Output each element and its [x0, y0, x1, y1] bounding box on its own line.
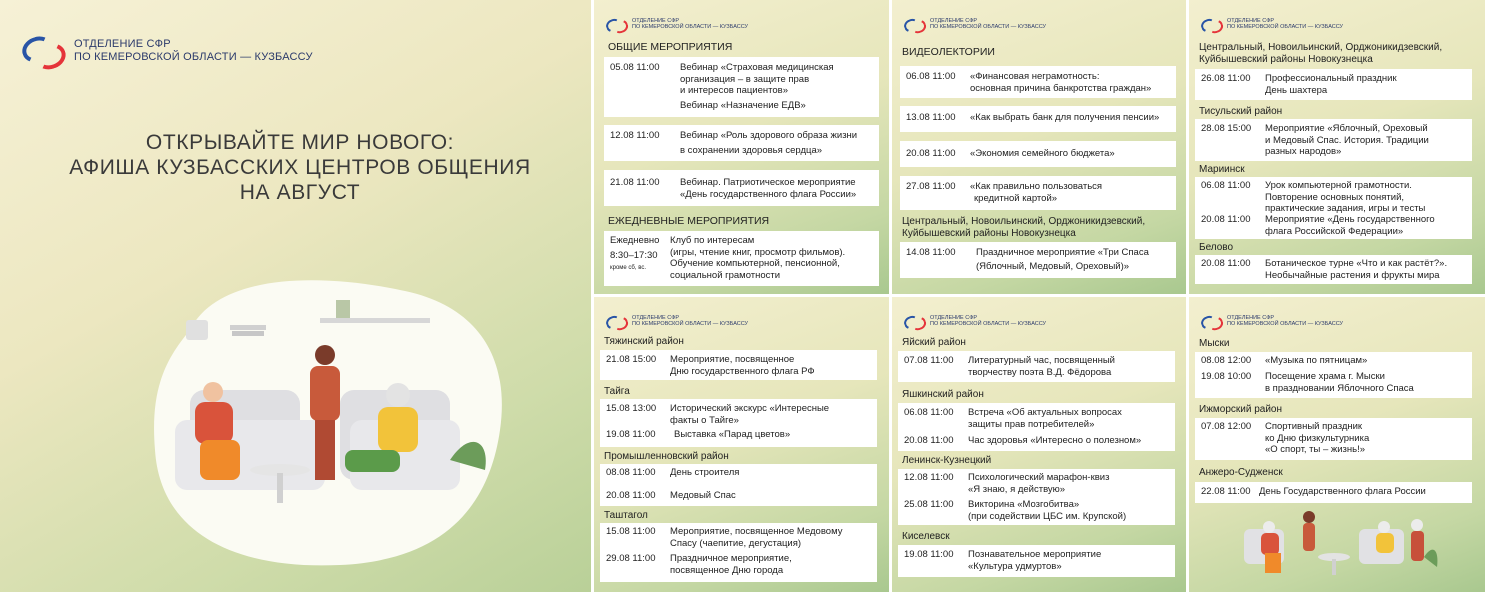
event-card [898, 469, 1175, 525]
event-line: «Я знаю, я действую» [968, 483, 1066, 495]
event-date: 19.08 11:00 [606, 429, 656, 440]
panel-districts-1 [1189, 0, 1485, 294]
event-line: Вебинар «Роль здорового образа жизни [680, 130, 858, 141]
event-line: ко Дню физкультурника [1265, 432, 1370, 444]
brand-line2: ПО КЕМЕРОВСКОЙ ОБЛАСТИ — КУЗБАССУ [632, 24, 749, 30]
event-text: День строителя [670, 467, 740, 478]
seniors-illustration [150, 270, 510, 570]
brand-logo [606, 312, 748, 330]
event-date: 20.08 11:00 [904, 435, 954, 446]
event-date-line: Ежедневно [610, 235, 660, 246]
event-card [600, 523, 877, 582]
event-card [604, 170, 879, 206]
event-line: Праздничное мероприятие «Три Спаса [976, 247, 1149, 258]
event-date: 26.08 11:00 [1201, 73, 1251, 84]
event-date: 06.08 11:00 [1201, 180, 1251, 191]
event-line: защиты прав потребителей» [968, 418, 1095, 430]
event-text [680, 62, 834, 111]
event-card [1195, 119, 1472, 161]
event-text [670, 354, 815, 377]
event-text [970, 71, 1151, 94]
event-card [604, 231, 879, 286]
event-text: День Государственного флага России [1259, 486, 1426, 497]
event-date: 08.08 11:00 [606, 467, 656, 478]
brand-logo [1201, 312, 1343, 330]
section-title: Тяжинский район [604, 336, 684, 347]
section-title: Белово [1199, 242, 1234, 253]
event-card [1195, 255, 1472, 284]
event-date: 29.08 11:00 [606, 553, 656, 564]
event-date: 06.08 11:00 [904, 407, 954, 418]
event-text [680, 177, 856, 200]
event-line: Необычайные растения и фрукты мира [1265, 269, 1440, 281]
event-date: 20.08 11:00 [1201, 258, 1251, 269]
sfr-logo-icon [606, 15, 628, 33]
event-line: Мероприятие «День государственного [1265, 214, 1435, 225]
event-date-line: 8:30–17:30 [610, 249, 658, 261]
event-date: 15.08 13:00 [606, 403, 657, 414]
section-title: Таштагол [604, 510, 648, 521]
panel-general-events [594, 0, 889, 294]
panel-districts-2 [594, 297, 889, 592]
section-title-line: Центральный, Новоильинский, Орджоникидзевский, [1199, 42, 1443, 53]
event-date: 13.08 11:00 [906, 112, 956, 123]
event-line: творчеству поэта В.Д. Фёдорова [968, 366, 1112, 378]
section-title: Ижморский район [1199, 404, 1282, 415]
event-date: 19.08 10:00 [1201, 371, 1252, 382]
brand-logo [904, 312, 1046, 330]
event-line: в сохранении здоровья сердца» [680, 144, 823, 156]
event-date: 22.08 11:00 [1201, 486, 1251, 497]
event-line: флага Российской Федерации» [1265, 225, 1404, 237]
event-date: 20.08 11:00 [906, 148, 956, 159]
sfr-logo-icon [22, 33, 66, 69]
event-card [898, 403, 1175, 451]
brand-line2: ПО КЕМЕРОВСКОЙ ОБЛАСТИ — КУЗБАССУ [1227, 24, 1344, 30]
section-title: Ленинск-Кузнецкий [902, 455, 992, 466]
event-line: разных народов» [1265, 146, 1342, 157]
event-line: День шахтера [1265, 84, 1328, 96]
event-date: 20.08 11:00 [1201, 214, 1251, 225]
cover-title-line: НА АВГУСТ [239, 181, 361, 204]
event-line: основная причина банкротства граждан» [970, 82, 1152, 94]
event-text [670, 526, 842, 549]
event-date: 07.08 12:00 [1201, 421, 1252, 432]
event-date: 15.08 11:00 [606, 526, 656, 537]
panel-video-lectures [892, 0, 1186, 294]
event-line: Встреча «Об актуальных вопросах [968, 407, 1122, 418]
event-text [1265, 123, 1429, 158]
brand-line1: ОТДЕЛЕНИЕ СФР [1227, 314, 1275, 321]
event-text [1265, 73, 1397, 96]
event-line: Праздничное мероприятие, [670, 553, 792, 564]
section-title-line: Куйбышевский районы Новокузнецка [902, 228, 1076, 239]
cover-title-line: ОТКРЫВАЙТЕ МИР НОВОГО: [145, 131, 455, 154]
event-line: Спасу (чаепитие, дегустация) [670, 537, 802, 549]
event-line: «О спорт, ты – жизнь!» [1265, 444, 1366, 455]
event-line: «Финансовая неграмотность: [970, 71, 1100, 82]
event-text [1265, 180, 1425, 215]
section-title: Анжеро-Судженск [1199, 467, 1283, 478]
event-date: 14.08 11:00 [906, 247, 956, 258]
section-title: Яйский район [902, 337, 966, 348]
event-line: Мероприятие, посвященное Медовому [670, 526, 843, 537]
event-date: 05.08 11:00 [610, 62, 660, 73]
event-text: «Экономия семейного бюджета» [970, 148, 1115, 159]
event-date: 07.08 11:00 [904, 355, 954, 366]
event-text [968, 407, 1122, 430]
event-line: Ботаническое турне «Что и как растёт?». [1265, 258, 1448, 269]
event-date: 06.08 11:00 [906, 71, 956, 82]
event-line: Викторина «Мозгобитва» [968, 499, 1080, 510]
event-line: и интересов пациентов» [680, 85, 788, 96]
event-line: Урок компьютерной грамотности. [1265, 180, 1412, 191]
event-line: Познавательное мероприятие [968, 549, 1102, 560]
event-line: Психологический марафон-квиз [968, 472, 1110, 483]
event-text [1265, 214, 1435, 237]
brand-line1: ОТДЕЛЕНИЕ СФР [632, 314, 680, 321]
event-card [900, 141, 1176, 167]
event-text [1265, 421, 1369, 456]
event-text [968, 549, 1101, 572]
event-line: (игры, чтение книг, просмотр фильмов). [670, 246, 846, 258]
event-text [976, 247, 1149, 272]
event-line: факты о Тайге» [670, 414, 739, 426]
brand-logo [1201, 15, 1343, 33]
event-date: 12.08 11:00 [610, 130, 660, 141]
event-text [1265, 371, 1414, 394]
brand-logo [904, 15, 1046, 33]
event-line: Мероприятие, посвященное [670, 354, 795, 365]
event-card [600, 399, 877, 447]
event-line: посвященное Дню города [670, 564, 784, 576]
section-title: Киселевск [902, 531, 950, 542]
sfr-logo-icon [1201, 312, 1223, 330]
event-text [970, 181, 1102, 204]
cover-title-line: АФИША КУЗБАССКИХ ЦЕНТРОВ ОБЩЕНИЯ [69, 156, 531, 179]
panel-districts-4 [1189, 297, 1485, 592]
cover-panel [0, 0, 591, 592]
event-line: Вебинар «Назначение ЕДВ» [680, 99, 806, 111]
event-text [670, 553, 792, 576]
event-line: Литературный час, посвященный [968, 355, 1115, 366]
event-line: Вебинар. Патриотическое мероприятие [680, 177, 856, 188]
event-text [1265, 258, 1447, 281]
sfr-logo-icon [1201, 15, 1223, 33]
event-card [600, 464, 877, 506]
event-line: Дню государственного флага РФ [670, 365, 815, 377]
section-title-line: Центральный, Новоильинский, Орджоникидзевский, [902, 216, 1146, 227]
event-text [680, 130, 857, 156]
seniors-small-illustration [1239, 507, 1439, 587]
event-line: социальной грамотности [670, 269, 781, 281]
event-text [968, 355, 1115, 378]
brand-line2: ПО КЕМЕРОВСКОЙ ОБЛАСТИ — КУЗБАССУ [930, 24, 1047, 30]
event-line: Обучение компьютерной, пенсионной, [670, 258, 840, 269]
event-line: (при содействии ЦБС им. Крупской) [968, 510, 1127, 522]
brand-line2: ПО КЕМЕРОВСКОЙ ОБЛАСТИ — КУЗБАССУ [1227, 321, 1344, 327]
section-title: ВИДЕОЛЕКТОРИИ [902, 46, 995, 58]
brand-line1: ОТДЕЛЕНИЕ СФР [930, 17, 978, 24]
event-line: «Культура удмуртов» [968, 560, 1062, 572]
event-date: 08.08 12:00 [1201, 355, 1252, 366]
brand-line2: ПО КЕМЕРОВСКОЙ ОБЛАСТИ — КУЗБАССУ [930, 321, 1047, 327]
event-card [898, 351, 1175, 382]
event-card [1195, 418, 1472, 460]
event-line: «День государственного флага России» [680, 188, 857, 200]
section-title: Мыски [1199, 338, 1230, 349]
event-date: 25.08 11:00 [904, 499, 954, 510]
event-line: Исторический экскурс «Интересные [670, 403, 830, 414]
event-card [1195, 352, 1472, 398]
event-line: Клуб по интересам [670, 235, 755, 246]
sfr-logo-icon [904, 15, 926, 33]
event-line: Профессиональный праздник [1265, 73, 1397, 84]
section-title: Тайга [604, 386, 630, 397]
event-card [604, 57, 879, 117]
event-line: организация – в защите прав [680, 73, 810, 85]
event-card [900, 106, 1176, 132]
event-line: (Яблочный, Медовый, Ореховый)» [976, 260, 1130, 272]
cover-title [40, 130, 560, 205]
section-title-line: Куйбышевский районы Новокузнецка [1199, 54, 1373, 65]
event-date: 21.08 15:00 [606, 354, 657, 365]
brand-line1: ОТДЕЛЕНИЕ СФР [1227, 17, 1275, 24]
event-text: «Как выбрать банк для получения пенсии» [970, 112, 1160, 123]
event-text [670, 403, 829, 426]
brand-logo [22, 33, 313, 69]
section-title: Тисульский район [1199, 106, 1283, 117]
event-card [600, 350, 877, 380]
event-card [900, 176, 1176, 210]
brand-line2: ПО КЕМЕРОВСКОЙ ОБЛАСТИ — КУЗБАССУ [74, 51, 313, 63]
event-date: 19.08 11:00 [904, 549, 954, 560]
event-line: Спортивный праздник [1265, 421, 1363, 432]
section-title: Промышленновский район [604, 451, 729, 462]
event-card [1195, 482, 1472, 503]
event-text: Час здоровья «Интересно о полезном» [968, 435, 1142, 446]
sfr-logo-icon [904, 312, 926, 330]
event-line: практические задания, игры и тесты [1265, 203, 1426, 214]
event-date: 28.08 15:00 [1201, 123, 1252, 134]
event-line: в праздновании Яблочного Спаса [1265, 382, 1414, 394]
brand-logo [606, 15, 748, 33]
brand-line1: ОТДЕЛЕНИЕ СФР [930, 314, 978, 321]
event-card [1195, 69, 1472, 100]
section-title: ЕЖЕДНЕВНЫЕ МЕРОПРИЯТИЯ [608, 215, 770, 227]
event-card [898, 545, 1175, 577]
section-title: Мариинск [1199, 164, 1245, 175]
event-line: Повторение основных понятий, [1265, 191, 1405, 203]
brand-line1: ОТДЕЛЕНИЕ СФР [74, 38, 171, 51]
event-card [900, 66, 1176, 98]
section-title [1199, 42, 1442, 66]
event-date: 20.08 11:00 [606, 490, 656, 501]
event-line: «Как правильно пользоваться [970, 181, 1103, 192]
event-line: и Медовый Спас. История. Традиции [1265, 134, 1429, 146]
event-text [670, 235, 845, 281]
event-line: кредитной картой» [974, 192, 1058, 204]
event-date: 27.08 11:00 [906, 181, 956, 192]
event-line: Мероприятие «Яблочный, Ореховый [1265, 123, 1428, 134]
event-line: Вебинар «Страховая медицинская [680, 62, 834, 73]
event-date: 12.08 11:00 [904, 472, 954, 483]
event-card [604, 125, 879, 161]
section-title [902, 216, 1145, 240]
event-text [968, 472, 1109, 495]
event-date-note: кроме сб, вс. [610, 265, 646, 271]
event-line: Посещение храма г. Мыски [1265, 371, 1385, 382]
event-card [1195, 177, 1472, 239]
event-text: Выставка «Парад цветов» [674, 429, 791, 440]
section-title: ОБЩИЕ МЕРОПРИЯТИЯ [608, 41, 733, 53]
section-title: Яшкинский район [902, 389, 984, 400]
event-text: «Музыка по пятницам» [1265, 355, 1368, 366]
brand-line2: ПО КЕМЕРОВСКОЙ ОБЛАСТИ — КУЗБАССУ [632, 321, 749, 327]
brand-line1: ОТДЕЛЕНИЕ СФР [632, 17, 680, 24]
event-card [900, 242, 1176, 278]
event-text: Медовый Спас [670, 490, 736, 501]
event-text [968, 499, 1126, 522]
sfr-logo-icon [606, 312, 628, 330]
event-date [610, 235, 659, 275]
panel-districts-3 [892, 297, 1186, 592]
event-date: 21.08 11:00 [610, 177, 660, 188]
